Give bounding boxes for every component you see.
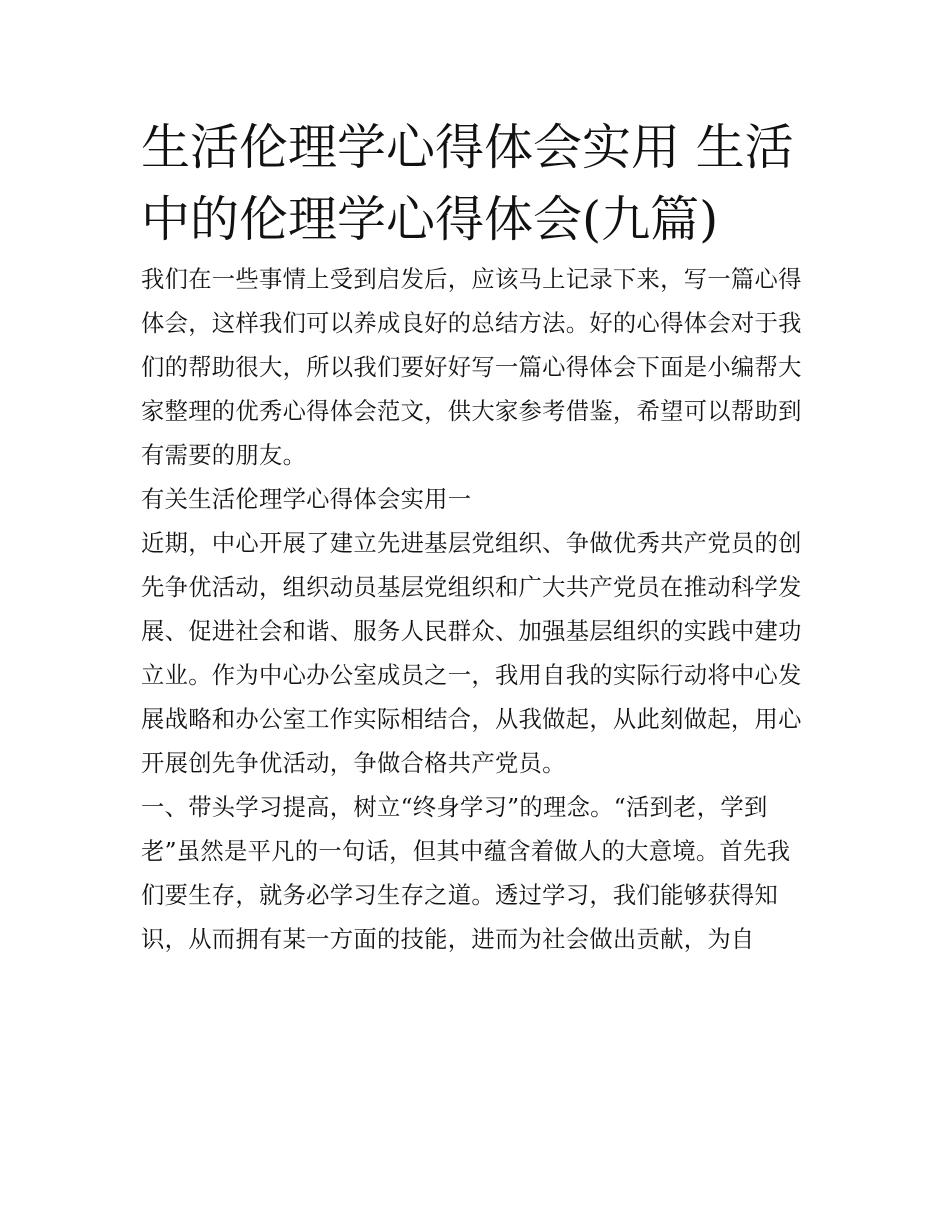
document-content [141,112,813,962]
paragraph-1: 近期，中心开展了建立先进基层党组织、争做优秀共产党员的创先争优活动，组织动员基层党组织和广大共产党员在推动科学发展、促进社会和谐、服务人民群众、加强基层组织的实践中建功立业。作为中心办公室成员之一，我用自我的实际行动将中心发展战略和办公室工作实际相结合，从我做起，从此刻做起，用心开展创先争优活动，争做合格共产党员。 [141,530,802,777]
document-title: 生活伦理学心得体会实用 生活中的伦理学心得体会(九篇) [141,119,794,248]
intro-paragraph: 我们在一些事情上受到启发后，应该马上记录下来，写一篇心得体会，这样我们可以养成良好的总结方法。好的心得体会对于我们的帮助很大，所以我们要好好写一篇心得体会下面是小编帮大家整理的优秀心得体会范文，供大家参考借鉴，希望可以帮助到有需要的朋友。 [141,266,802,469]
paragraph-2: 一、带头学习提高，树立“终身学习”的理念。“活到老，学到老”虽然是平凡的一句话，但其中蕴含着做人的大意境。首先我们要生存，就务必学习生存之道。透过学习，我们能够获得知识，从而拥有某一方面的技能，进而为社会做出贡献，为自 [141,794,791,953]
document-body [141,258,813,962]
section-heading: 有关生活伦理学心得体会实用一 [141,486,472,513]
